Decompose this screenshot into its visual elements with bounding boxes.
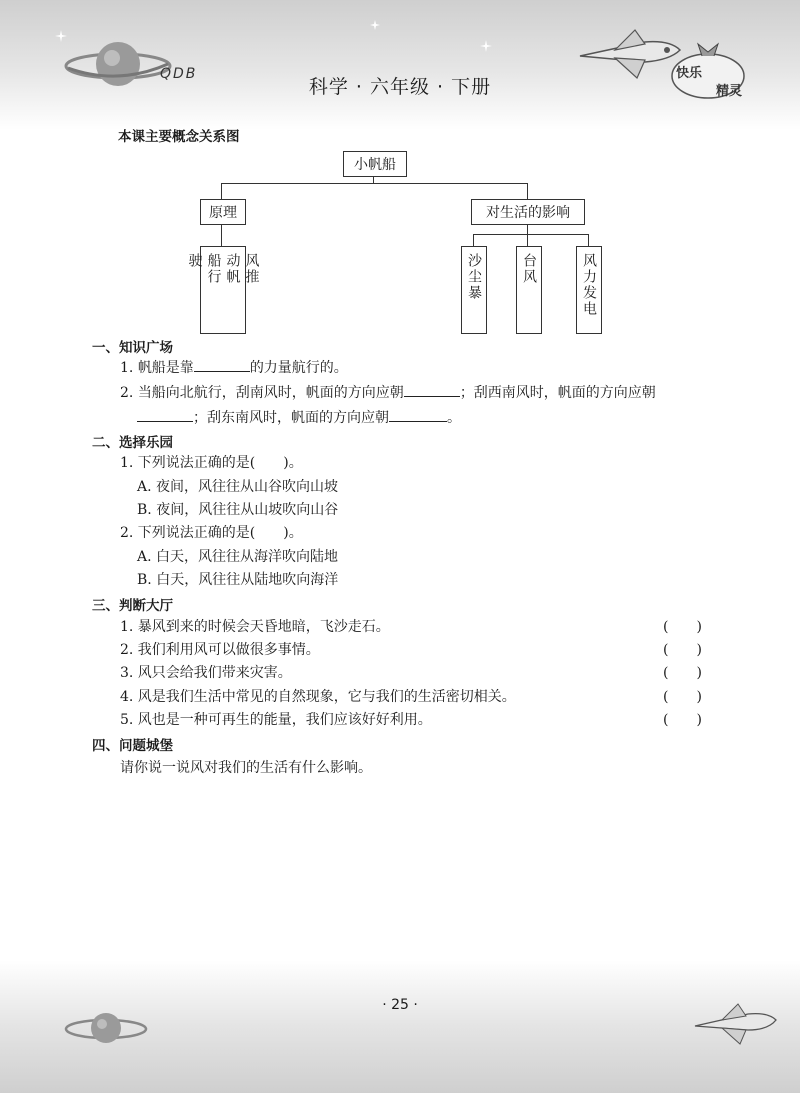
answer-blank[interactable] (389, 407, 447, 422)
question-1-2-cont: ；刮东南风时，帆面的方向应朝 。 (137, 407, 461, 427)
section-heading: 二、选择乐园 (92, 435, 173, 451)
logo-text: 快乐 (676, 66, 703, 81)
brand-label: QDB (160, 66, 198, 82)
section-heading: 四、问题城堡 (92, 738, 173, 754)
answer-paren[interactable]: ( ) (663, 665, 702, 681)
concept-branch-box (200, 199, 246, 225)
section-heading: 一、知识广场 (92, 340, 173, 356)
answer-paren[interactable]: ( ) (663, 619, 702, 635)
concept-leaf-text: 风力发电 (581, 253, 597, 317)
concept-leaf-text: 台风 (521, 253, 537, 285)
page-header-title: 科学 · 六年级 · 下册 (308, 76, 492, 98)
question-1-1: 1. 帆船是靠 的力量航行的。 (120, 357, 348, 377)
open-question: 请你说一说风对我们的生活有什么影响。 (120, 760, 372, 776)
space-shuttle-icon (690, 1002, 780, 1047)
concept-leaf-box (186, 246, 260, 334)
concept-leaf-box (461, 246, 487, 334)
connector-line (473, 234, 474, 246)
choice-question-stem: 1. 下列说法正确的是( )。 (120, 455, 303, 471)
judgement-item: 2. 我们利用风可以做很多事情。 (120, 642, 320, 658)
choice-option[interactable]: B. 白天，风往往从陆地吹向海洋 (137, 572, 339, 588)
concept-root-label: 小帆船 (354, 157, 396, 173)
page-number: · 25 · (382, 997, 418, 1013)
answer-blank[interactable] (404, 382, 460, 397)
star-icon (55, 30, 67, 42)
concept-leaf-box (516, 246, 542, 334)
judgement-item: 3. 风只会给我们带来灾害。 (120, 665, 292, 681)
concept-leaf-text: 动帆 (224, 253, 241, 285)
connector-line (527, 234, 528, 246)
choice-question-stem: 2. 下列说法正确的是( )。 (120, 525, 303, 541)
answer-blank[interactable] (194, 357, 250, 372)
concept-leaf-text: 驶 (186, 253, 203, 269)
connector-line (373, 176, 374, 183)
judgement-item: 5. 风也是一种可再生的能量，我们应该好好利用。 (120, 712, 432, 728)
concept-map-heading: 本课主要概念关系图 (118, 129, 240, 145)
connector-line (221, 183, 527, 184)
judgement-item: 1. 暴风到来的时候会天昏地暗，飞沙走石。 (120, 619, 390, 635)
concept-leaf-text: 沙尘暴 (466, 253, 482, 301)
choice-option[interactable]: B. 夜间，风往往从山坡吹向山谷 (137, 502, 339, 518)
concept-leaf-box (576, 246, 602, 334)
concept-branch-label: 原理 (209, 205, 237, 221)
answer-paren[interactable]: ( ) (663, 689, 702, 705)
star-icon (370, 20, 380, 30)
saturn-icon (62, 1005, 152, 1050)
question-1-2: 2. 当船向北航行，刮南风时，帆面的方向应朝 ；刮西南风时，帆面的方向应朝 (120, 382, 656, 402)
logo-text: 精灵 (716, 84, 743, 99)
choice-option[interactable]: A. 夜间，风往往从山谷吹向山坡 (137, 479, 339, 495)
answer-paren[interactable]: ( ) (663, 642, 702, 658)
concept-leaf-text: 风推 (243, 253, 260, 285)
connector-line (221, 224, 222, 246)
answer-blank[interactable] (137, 407, 193, 422)
concept-root-box (343, 151, 407, 177)
connector-line (527, 224, 528, 234)
concept-leaf-text: 船行 (205, 253, 222, 285)
concept-branch-box (471, 199, 585, 225)
answer-paren[interactable]: ( ) (663, 712, 702, 728)
connector-line (473, 234, 588, 235)
section-heading: 三、判断大厅 (92, 598, 173, 614)
judgement-item: 4. 风是我们生活中常见的自然现象，它与我们的生活密切相关。 (120, 689, 516, 705)
choice-option[interactable]: A. 白天，风往往从海洋吹向陆地 (137, 549, 339, 565)
star-icon (480, 40, 492, 52)
concept-branch-label: 对生活的影响 (486, 205, 570, 221)
connector-line (588, 234, 589, 246)
connector-line (527, 183, 528, 199)
connector-line (221, 183, 222, 199)
